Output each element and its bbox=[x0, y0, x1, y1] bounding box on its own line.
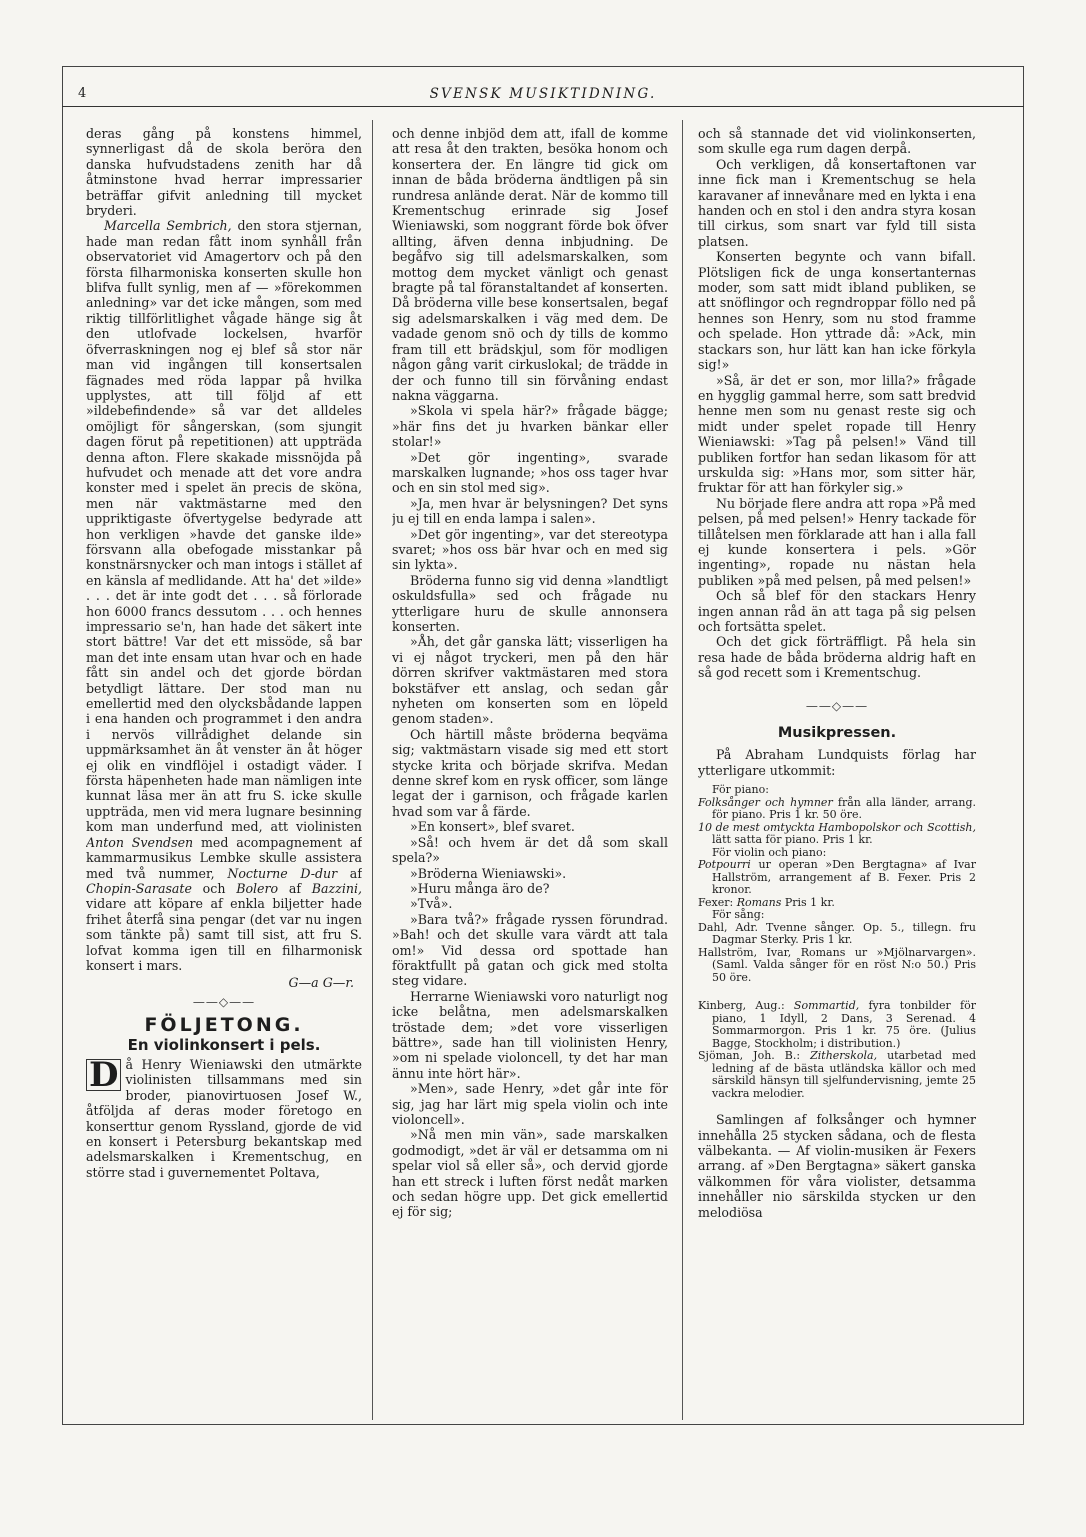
publication-list bbox=[698, 784, 976, 1100]
list-item: Hallström, Ivar, Romans ur »Mjölnarvargen». (Saml. Valda sånger för en röst N:o 50.) Pris 50 öre. bbox=[698, 945, 976, 984]
ornament: ——◇—— bbox=[805, 698, 869, 713]
paragraph: Och verkligen, då konsertaftonen var inne fick man i Krementschug se hela karavaner af innevånare med en lykta i ena handen och en stol i den andra styra kosan till cirkus, som snart var fyld till sista platsen. bbox=[698, 156, 976, 249]
ornament: ——◇—— bbox=[192, 994, 256, 1009]
person-name: Marcella Sembrich, bbox=[104, 218, 232, 234]
column-1 bbox=[86, 126, 362, 1428]
paragraph: och denne inbjöd dem att, ifall de komme att resa åt den trakten, besöka honom och konsertera der. En längre tid gick om innan de båda bröderna ändtligen på sin rundresa anlände derat. När de kommo till Krementschug erinrade sig Josef Wieniawski, som noggrant förde bok öfver allting, äfven denna inbjudning. De begåfvo sig till adelsmarskalken, som mottog dem mycket vänligt och genast bragte på tal föranstaltandet af konserten. Då bröderna ville bese konsertsalen, begaf sig adelsmarskalken i väg med dem. De vadade genom snö och dy tills de kommo fram till ett brädskjul, som för modligen någon gång varit cirkuslokal; de trädde in der och funno till sin förvåning endast nakna väggarna. bbox=[392, 126, 668, 403]
list-item: Fexer: Romans Pris 1 kr. bbox=[698, 895, 835, 909]
paragraph: På Abraham Lundquists förlag har ytterligare utkommit: bbox=[698, 747, 976, 778]
paragraph: deras gång på konstens himmel, synnerligast då de skola beröra den danska hufvudstadens zenith har då åtminstone hvad herrar impressarier beträffar gifvit anledning till mycket bryderi. bbox=[86, 126, 362, 219]
list-label: För piano: bbox=[712, 783, 769, 797]
paragraph: Bröderna funno sig vid denna »landtligt oskuldsfulla» sed och frågade nu ytterligare huru de skulle annonsera konserten. bbox=[392, 572, 668, 634]
paragraph: »Det gör ingenting», var det stereotypa svaret; »hos oss bär hvar och en med sig sin lykta». bbox=[392, 526, 668, 573]
list-item: Kinberg, Aug.: Sommartid, fyra tonbilder för piano, 1 Idyll, 2 Dans, 3 Serenad. 4 Sommarmorgon. Pris 1 kr. 75 öre. (Julius Bagge, Stockholm; i distribution.) bbox=[698, 999, 976, 1050]
paragraph: »Bröderna Wieniawski». bbox=[410, 865, 567, 881]
list-item: 10 de mest omtyckta Hambopolskor och Scottish, lätt satta för piano. Pris 1 kr. bbox=[698, 820, 976, 847]
paragraph: Nu började flere andra att ropa »På med pelsen, på med pelsen!» Henry tackade för tillåtelsen men förklarade att han i alla fall ej kunde konsertera i pels. »Gör ingenting», ropade nu nästan hela publiken »på med pelsen, på med pelsen!» bbox=[698, 495, 976, 588]
paragraph: »Åh, det går ganska lätt; visserligen ha vi ej något tryckeri, men på den här dörren skrifver vaktmästaren med stora bokstäfver ett anslag, och sedan går nyheten om konserten som en löpeld genom staden». bbox=[392, 634, 668, 727]
paragraph: »Ja, men hvar är belysningen? Det syns ju ej till en enda lampa i salen». bbox=[392, 495, 668, 527]
paragraph: »Det gör ingenting», svarade marskalken lugnande; »hos oss tager hvar och en sin stol med sig». bbox=[392, 449, 668, 496]
paragraph: »Huru många äro de? bbox=[410, 880, 550, 896]
column-rule bbox=[372, 120, 373, 1420]
paragraph: »Bara två?» frågade ryssen förundrad. »Bah! och det skulle vara värdt att tala om!» Vid dessa ord spottade han föraktfullt på gatan och gick med stolta steg vidare. bbox=[392, 911, 668, 989]
running-header bbox=[62, 82, 1024, 107]
signature: G—a G—r. bbox=[288, 975, 354, 991]
paragraph: »Men», sade Henry, »det går inte för sig, jag har lärt mig spela violin och inte violoncell». bbox=[392, 1081, 668, 1127]
page-number: 4 bbox=[78, 86, 87, 101]
story-title: En violinkonsert i pels. bbox=[127, 1035, 321, 1054]
paragraph: Herrarne Wieniawski voro naturligt nog icke belåtna, men adelsmarskalken tröstade dem; »det vore visserligen bättre», sade han till violinisten Henry, »om ni spelade violoncell, ty det har man ännu inte hört här». bbox=[392, 988, 668, 1081]
list-item: Dahl, Adr. Tvenne sånger. Op. 5., tillegn. fru Dagmar Sterky. Pris 1 kr. bbox=[698, 920, 976, 947]
list-label: För sång: bbox=[712, 908, 765, 922]
paragraph: Och det gick förträffligt. På hela sin resa hade de båda bröderna aldrig haft en så god recett som i Krementschug. bbox=[698, 634, 976, 681]
paragraph: »En konsert», blef svaret. bbox=[410, 819, 575, 835]
paragraph: D å Henry Wieniawski den utmärkte violinisten tillsammans med sin broder, pianovirtuosen Josef W., åtföljda af deras moder företogo en konserttur genom Ryssland, gjorde de vid en konsert i Petersburg bekantskap med adelsmarskalken i Krementschug, en större stad i guvernementet Poltava, bbox=[86, 1054, 362, 1180]
list-item: Sjöman, Joh. B.: Zitherskola, utarbetad med ledning af de bästa utländska källor och med särskild hänsyn till sjelfundervisning, jemte 25 vackra melodier. bbox=[698, 1049, 976, 1100]
paragraph: »Två». bbox=[410, 896, 453, 912]
feuilleton-heading: FÖLJETONG. bbox=[144, 1014, 304, 1037]
list-item: Folksånger och hymner från alla länder, arrang. för piano. Pris 1 kr. 50 öre. bbox=[698, 795, 976, 822]
paragraph: Och härtill måste bröderna beqväma sig; vaktmästarn visade sig med ett stort stycke krita och började skrifva. Medan denne skref kom en rysk officer, som länge legat der i garnison, och frågade karlen hvad som var å färde. bbox=[392, 726, 668, 819]
column-3 bbox=[698, 126, 976, 1428]
paragraph: Marcella Sembrich, den stora stjernan, hade man redan fått inom synhåll från observatoriet vid Amagertorv och på den första filharmoniska konserten skulle hon blifva fullt synlig, men af — »förekommen anledning» var det icke mången, som med riktig tillförlitlighet vågade hänge sig åt den utlofvade lockelsen, hvarför öfverraskningen nog ej blef så stor när man vid ingången till konsertsalen fägnades med röda lappar på hvilka upplystes, att till följd af ett »ildebefindende» så var det alldeles omöjligt för sångerskan, (som sjungit dagen förut på repetitionen) att uppträda denna afton. Flere skakade missnöjda på hufvudet och menade att det vore andra konster med i spelet än precis de sköna, men när vaktmästarne med den uppriktigaste öfvertygelse bedyrade att hon verkligen »havde det ganske ilde» försvann alla obefogade misstankar på konstnärsnycker och man intogs i stället af en känsla af medlidande. Att ha' det »ilde» . . . det är inte godt det . . . så förlorade hon 6000 francs dessutom . . . och hennes impressario se'n, han hade det säkert inte stort bättre! Var det ett missöde, så bar man det inte ensam utan hvar och en hade fått sin andel och det gjorde bördan betydligt lättare. Der stod man nu emellertid med den olycksbådande lappen i ena handen och programmet i den andra i nervös villrådighet delande sin uppmärksamhet än åt venster än åt höger ej olik en vindflöjel i ostadigt väder. I första häpenheten hade man nämligen inte kunnat läsa mer än att fru S. icke skulle uppträda, men vid mera lugnare besinning kom man underfund med, att violinisten Anton Svendsen med acompagnement af kammarmusikus Lembke skulle assistera med två nummer, Nocturne D-dur af Chopin-Sarasate och Bolero af Bazzini, vidare att köpare af enkla biljetter hade frihet återfå sina pengar (det var nu ingen som tänkte på) samt till sist, att fru S. lofvat komma igen till en filharmonisk konsert i mars. bbox=[86, 218, 362, 973]
list-label: För violin och piano: bbox=[712, 845, 827, 859]
paragraph: »Så, är det er son, mor lilla?» frågade en hygglig gammal herre, som satt bredvid henne men som nu genast reste sig och midt under spelet ropade till Henry Wieniawski: »Tag på pelsen!» Vänd till publiken fortfor han sedan likasom för att urskulda sig: »Hans mor, som sitter här, fruktar för att han förkyler sig.» bbox=[698, 372, 976, 496]
column-2 bbox=[392, 126, 668, 1428]
paragraph: Och så blef för den stackars Henry ingen annan råd än att taga på sig pelsen och fortsätta spelet. bbox=[698, 588, 976, 634]
list-item: Potpourri ur operan »Den Bergtagna» af Ivar Hallström, arrangement af B. Fexer. Pris 2 kronor. bbox=[698, 858, 976, 897]
drop-cap: D bbox=[86, 1059, 121, 1091]
paragraph: Samlingen af folksånger och hymner innehålla 25 stycken sådana, och de flesta välbekanta. — Af violin-musiken är Fexers arrang. af »Den Bergtagna» säkert ganska välkommen för våra violister, detsamma innehåller nio särskilda stycken ur den melodiösa bbox=[698, 1112, 976, 1220]
journal-title: SVENSK MUSIKTIDNING. bbox=[429, 86, 657, 102]
paragraph: »Nå men min vän», sade marskalken godmodigt, »det är väl er detsamma om ni spelar viol så eller så», och dervid gjorde han ett streck i luften först nedåt marken och sedan högre upp. Det gick emellertid ej för sig; bbox=[392, 1127, 668, 1220]
paragraph: Konserten begynte och vann bifall. Plötsligen fick de unga konsertanternas moder, som satt midt ibland publiken, se att snöflingor och regndroppar föllo ned på hennes son Henry, som nu stod framme och spelade. Hon yttrade då: »Ack, min stackars son, hur lätt kan han icke förkyla sig!» bbox=[698, 249, 976, 373]
section-heading: Musikpressen. bbox=[777, 725, 897, 742]
column-rule bbox=[682, 120, 683, 1420]
paragraph: »Så! och hvem är det då som skall spela?» bbox=[392, 834, 668, 866]
paragraph: »Skola vi spela här?» frågade bägge; »här fins det ju hvarken bänkar eller stolar!» bbox=[392, 403, 668, 450]
paragraph: och så stannade det vid violinkonserten, som skulle ega rum dagen derpå. bbox=[698, 126, 976, 157]
